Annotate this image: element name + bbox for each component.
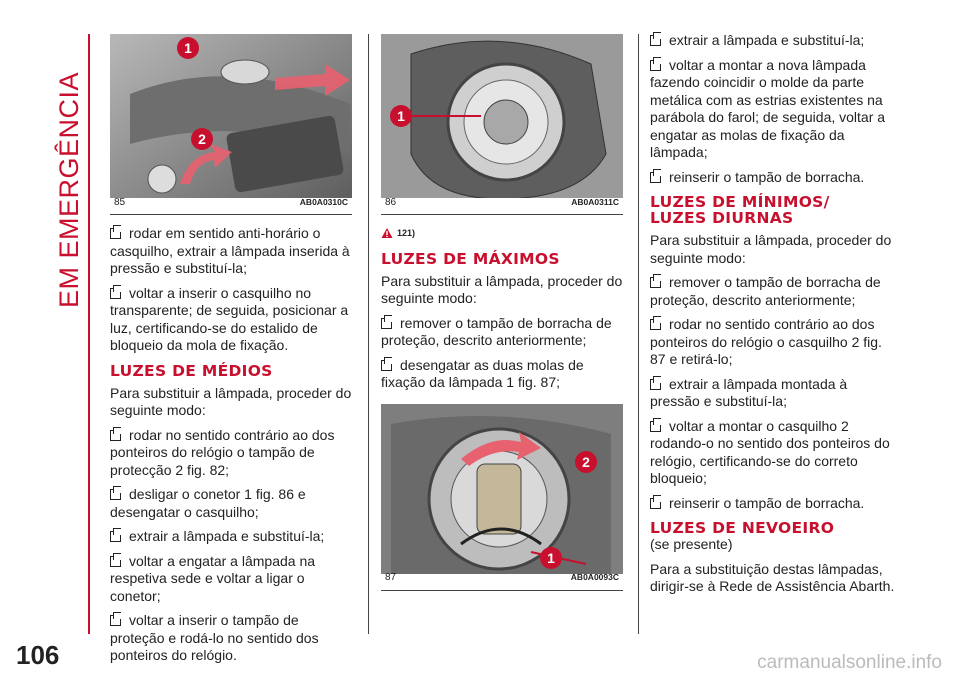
figure-85 xyxy=(110,34,352,215)
checkbox-bullet-icon xyxy=(650,277,661,288)
checkbox-bullet-icon xyxy=(650,498,661,509)
page-number: 106 xyxy=(16,640,60,670)
callout-label: 1 xyxy=(184,40,192,56)
list-item: desligar o conetor 1 fig. 86 e desengatar o casquilho; xyxy=(110,486,306,520)
column-divider-2 xyxy=(638,34,639,634)
heading-luzes-nevoeiro: LUZES DE NEVOEIRO xyxy=(650,519,835,537)
paragraph: Para substituir a lâmpada, proceder do seguinte modo: xyxy=(110,384,352,418)
checkbox-bullet-icon xyxy=(110,430,121,441)
heading-luzes-medios: LUZES DE MÉDIOS xyxy=(110,361,273,380)
checkbox-bullet-icon xyxy=(650,172,661,183)
warning-note: 121) xyxy=(381,225,623,243)
list-item: remover o tampão de borracha de proteção, descrito anteriormente; xyxy=(381,314,612,348)
paragraph: Para substituir a lâmpada, proceder do seguinte modo: xyxy=(650,232,892,266)
list-item: voltar a engatar a lâmpada na respetiva sede e voltar a ligar o conetor; xyxy=(110,552,316,604)
list-item: rodar no sentido contrário ao dos ponteiros do relógio o tampão de protecção 2 fig. 82; xyxy=(110,426,335,478)
list-item: extrair a lâmpada e substituí-la; xyxy=(650,32,900,50)
warning-icon xyxy=(381,227,393,239)
figure-85-illustration xyxy=(110,34,352,214)
list-item: voltar a inserir o tampão de proteção e rodá-lo no sentido dos ponteiros do relógio. xyxy=(110,612,319,663)
figure-number: 87 xyxy=(385,572,397,583)
callout-label: 1 xyxy=(397,108,405,124)
list-item: remover o tampão de borracha de proteção, descrito anteriormente; xyxy=(650,274,881,308)
section-title xyxy=(18,28,84,328)
paragraph: (se presente) xyxy=(650,536,733,552)
paragraph: Para a substituição destas lâmpadas, dirigir-se à Rede de Assistência Abarth. xyxy=(650,560,895,594)
list-item: rodar no sentido contrário ao dos ponteiros do relógio o casquilho 2 fig. 87 e retirá-lo; xyxy=(650,316,882,367)
callout-label: 1 xyxy=(547,549,555,566)
checkbox-bullet-icon xyxy=(650,379,661,390)
column-3 xyxy=(650,32,900,603)
heading-luzes-maximos: LUZES DE MÁXIMOS xyxy=(381,249,560,268)
checkbox-bullet-icon xyxy=(650,60,661,71)
figure-code: AB0A0310C xyxy=(299,196,348,207)
list-item: reinserir o tampão de borracha. xyxy=(650,169,900,187)
list-item: extrair a lâmpada e substituí-la; xyxy=(110,528,352,546)
section-rule xyxy=(88,34,90,634)
paragraph: Para substituir a lâmpada, proceder do seguinte modo: xyxy=(381,272,623,306)
callout-label: 2 xyxy=(198,131,206,147)
list-item: reinserir o tampão de borracha. xyxy=(650,495,900,513)
column-1 xyxy=(110,34,352,672)
checkbox-bullet-icon xyxy=(110,615,121,626)
list-item: voltar a inserir o casquilho no transparente; de seguida, posicionar a luz, certificando-se do estalido de bloqueio da mola de fixação. xyxy=(110,284,349,353)
figure-number: 86 xyxy=(385,196,397,208)
heading-luzes-minimos: LUZES DE MÍNIMOS/ LUZES DIURNAS xyxy=(650,193,830,227)
section-title-text: EM EMERGÊNCIA xyxy=(54,71,84,308)
checkbox-bullet-icon xyxy=(381,318,392,329)
checkbox-bullet-icon xyxy=(110,288,121,299)
list-item: voltar a montar a nova lâmpada fazendo coincidir o molde da parte metálica com as estrias existentes na parábola do farol; de seguida, voltar a engatar as molas de fixação da lâmpada; xyxy=(650,56,886,160)
column-divider-1 xyxy=(368,34,369,634)
checkbox-bullet-icon xyxy=(650,319,661,330)
list-item: rodar em sentido anti-horário o casquilho, extrair a lâmpada inserida à pressão e substituí-la; xyxy=(110,225,350,276)
checkbox-bullet-icon xyxy=(650,421,661,432)
checkbox-bullet-icon xyxy=(110,228,121,239)
checkbox-bullet-icon xyxy=(110,556,121,567)
figure-86-illustration xyxy=(381,34,623,214)
checkbox-bullet-icon xyxy=(650,35,661,46)
checkbox-bullet-icon xyxy=(110,531,121,542)
figure-number: 85 xyxy=(114,196,126,208)
list-item: extrair a lâmpada montada à pressão e substituí-la; xyxy=(650,375,848,409)
checkbox-bullet-icon xyxy=(381,360,392,371)
callout-label: 2 xyxy=(582,453,590,470)
column-2 xyxy=(381,34,623,601)
figure-87-illustration xyxy=(381,404,623,590)
list-item: desengatar as duas molas de fixação da lâmpada 1 fig. 87; xyxy=(381,356,584,390)
figure-86 xyxy=(381,34,623,215)
watermark: carmanualsonline.info xyxy=(757,652,942,673)
list-item: voltar a montar o casquilho 2 rodando-o no sentido dos ponteiros do relógio, certificando-se do correto bloqueio; xyxy=(650,417,890,486)
figure-code: AB0A0311C xyxy=(571,196,619,207)
figure-87 xyxy=(381,404,623,591)
figure-code: AB0A0093C xyxy=(570,572,619,582)
checkbox-bullet-icon xyxy=(110,489,121,500)
